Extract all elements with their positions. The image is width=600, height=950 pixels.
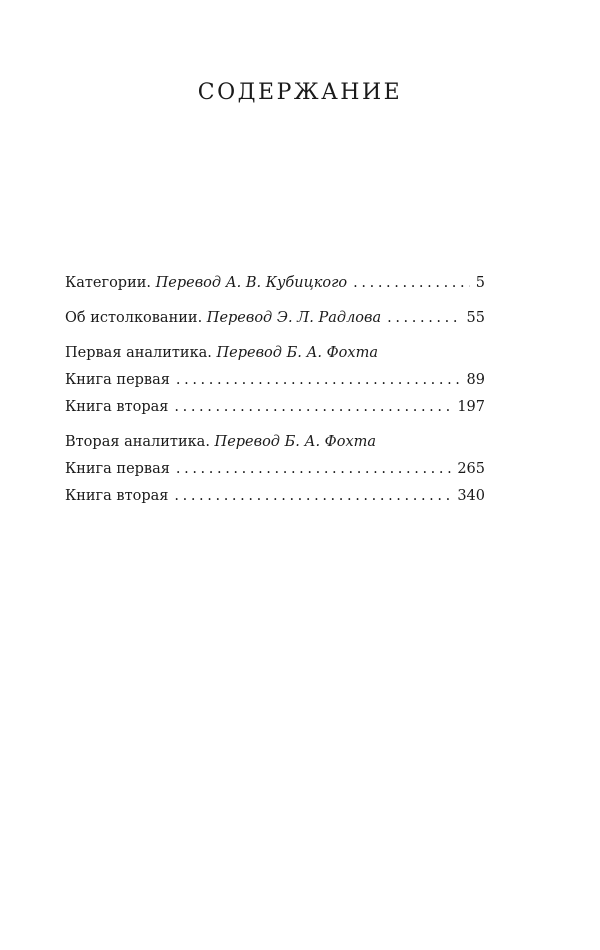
dot-leader — [387, 305, 460, 332]
dot-leader — [353, 270, 470, 297]
toc-entry-title: Категории. Перевод А. В. Кубицкого — [65, 275, 348, 291]
toc-group-interpretation — [65, 305, 485, 332]
toc-entry-categories[interactable] — [65, 270, 485, 297]
toc-entry-title: Книга вторая — [65, 399, 169, 415]
toc-entry-title: Об истолковании. Перевод Э. Л. Радлова — [65, 310, 382, 326]
toc-page-number: 265 — [457, 461, 485, 477]
toc-section-heading: Вторая аналитика. Перевод Б. А. Фохта — [65, 434, 377, 450]
toc-entry-book[interactable] — [65, 456, 485, 483]
dot-leader — [174, 394, 451, 421]
toc-group-categories — [65, 270, 485, 297]
toc-group-prior-analytics — [65, 340, 485, 421]
toc-entry-title: Книга первая — [65, 461, 170, 477]
page-title: СОДЕРЖАНИЕ — [197, 80, 403, 105]
toc-page-number: 197 — [457, 399, 485, 415]
toc-entry-title: Книга вторая — [65, 488, 169, 504]
dot-leader — [174, 483, 451, 510]
toc-entry-translator: Перевод Б. А. Фохта — [214, 434, 377, 450]
toc-entry-translator: Перевод Б. А. Фохта — [216, 345, 378, 361]
toc-page-number: 55 — [466, 310, 485, 326]
toc-entry-book[interactable] — [65, 394, 485, 421]
toc-page-number: 5 — [475, 275, 485, 291]
toc-section-heading: Первая аналитика. Перевод Б. А. Фохта — [65, 345, 378, 361]
toc-page-number: 340 — [457, 488, 485, 504]
toc-entry-interpretation[interactable] — [65, 305, 485, 332]
dot-leader — [176, 367, 461, 394]
toc-entry-book[interactable] — [65, 367, 485, 394]
toc-page-number: 89 — [466, 372, 485, 388]
toc-entry-translator: Перевод Э. Л. Радлова — [206, 310, 382, 326]
toc-entry-translator: Перевод А. В. Кубицкого — [155, 275, 348, 291]
toc-group-posterior-analytics — [65, 429, 485, 510]
toc-entry-title: Книга первая — [65, 372, 170, 388]
dot-leader — [176, 456, 451, 483]
toc-entry-book[interactable] — [65, 483, 485, 510]
table-of-contents — [65, 270, 485, 518]
